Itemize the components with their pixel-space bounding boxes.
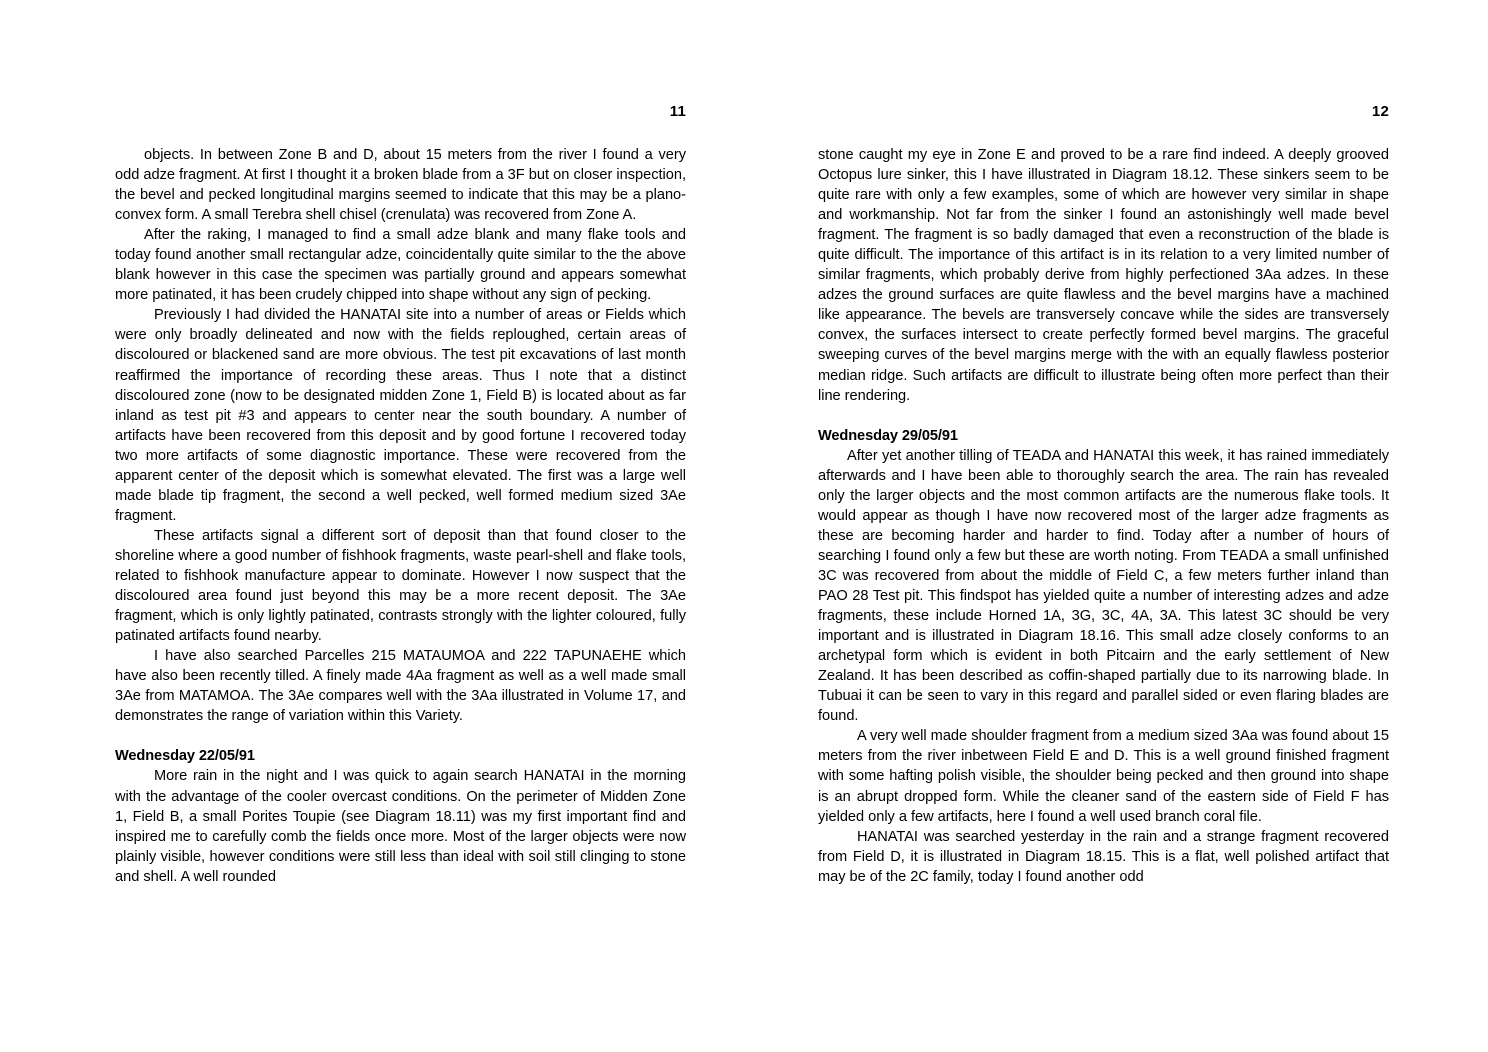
body-paragraph: These artifacts signal a different sort of deposit than that found closer to the shoreline where a good number of fishhook fragments, waste pearl-shell and flake tools, related to fishhook manufacture appear to dominate. However I now suspect that the discoloured area found just beyond this may be a more recent deposit. The 3Ae fragment, which is only lightly patinated, contrasts strongly with the lighter coloured, fully patinated artifacts found nearby. [115, 527, 686, 645]
column-left-body [115, 145, 686, 887]
date-heading: Wednesday 29/05/91 [818, 427, 958, 444]
page-number-right: 12 [1371, 103, 1389, 120]
page-right [744, 0, 1488, 1052]
body-paragraph: More rain in the night and I was quick to again search HANATAI in the morning with the advantage of the cooler overcast conditions. On the perimeter of Midden Zone 1, Field B, a small Porites Toupie (see Diagram 18.11) was my first important find and inspired me to carefully comb the fields once more. Most of the larger objects were now plainly visible, however conditions were still less than ideal with soil still clinging to stone and shell. A well rounded [115, 768, 686, 885]
paragraph-spacer [818, 406, 1389, 426]
body-paragraph: I have also searched Parcelles 215 MATAUMOA and 222 TAPUNAEHE which have also been recently tilled. A finely made 4Aa fragment as well as a well made small 3Ae from MATAMOA. The 3Ae compares well with the 3Aa illustrated in Volume 17, and demonstrates the range of variation within this Variety. [115, 648, 686, 725]
body-paragraph: After yet another tilling of TEADA and HANATAI this week, it has rained immediately afterwards and I have been able to thoroughly search the area. The rain has revealed only the larger objects and the most common artifacts are the numerous flake tools. It would appear as though I have now recovered most of the larger adze fragments as these are becoming harder and harder to find. Today after a number of hours of searching I found only a few but these are worth noting. From TEADA a small unfinished 3C was recovered from about the middle of Field C, a few meters further inland than PAO 28 Test pit. This findspot has yielded quite a number of interesting adzes and adze fragments, these include Horned 1A, 3G, 3C, 4A, 3A. This latest 3C should be very important and is illustrated in Diagram 18.16. This small adze closely conforms to an archetypal form which is evident in both Pitcairn and the early settlement of New Zealand. It has been described as coffin-shaped partially due to its narrowing blade. In Tubuai it can be seen to vary in this regard and parallel sided or even flaring blades are found. [818, 447, 1389, 725]
column-right-body [818, 145, 1389, 887]
body-paragraph: objects. In between Zone B and D, about 15 meters from the river I found a very odd adze fragment. At first I thought it a broken blade from a 3F but on closer inspection, the bevel and pecked longitudinal margins seemed to indicate that this may be a plano-convex form. A small Terebra shell chisel (crenulata) was recovered from Zone A. [115, 147, 686, 224]
page-number-left: 11 [669, 103, 686, 120]
paragraph-spacer [115, 726, 686, 746]
body-paragraph: After the raking, I managed to find a small adze blank and many flake tools and today found another small rectangular adze, coincidentally quite similar to the the above blank however in this case the specimen was partially ground and appears somewhat more patinated, it has been crudely chipped into shape without any sign of pecking. [115, 227, 686, 304]
body-paragraph: HANATAI was searched yesterday in the rain and a strange fragment recovered from Field D, it is illustrated in Diagram 18.15. This is a flat, well polished artifact that may be of the 2C family, today I found another odd [818, 828, 1389, 885]
date-heading: Wednesday 22/05/91 [115, 748, 255, 765]
body-paragraph: Previously I had divided the HANATAI site into a number of areas or Fields which were only broadly delineated and now with the fields reploughed, certain areas of discoloured or blackened sand are more obvious. The test pit excavations of last month reaffirmed the importance of recording these areas. Thus I note that a distinct discoloured zone (now to be designated midden Zone 1, Field B) is located about as far inland as test pit #3 and appears to center near the south boundary. A number of artifacts have been recovered from this deposit and by good fortune I recovered today two more artifacts of some diagnostic importance. These were recovered from the apparent center of the deposit which is somewhat elevated. The first was a large well made blade tip fragment, the second a well pecked, well formed medium sized 3Ae fragment. [115, 307, 686, 524]
body-paragraph: stone caught my eye in Zone E and proved to be a rare find indeed. A deeply grooved Octopus lure sinker, this I have illustrated in Diagram 18.12. These sinkers seem to be quite rare with only a few examples, some of which are however very similar in shape and workmanship. Not far from the sinker I found an astonishingly well made bevel fragment. The fragment is so badly damaged that even a reconstruction of the blade is quite difficult. The importance of this artifact is in its relation to a very limited number of similar fragments, which probably derive from highly perfectioned 3Aa adzes. In these adzes the ground surfaces are quite flawless and the bevel margins have a machined like appearance. The bevels are transversely concave while the sides are transversely convex, the surfaces intersect to create perfectly formed bevel margins. The graceful sweeping curves of the bevel margins merge with the with an equally flawless posterior median ridge. Such artifacts are difficult to illustrate being often more perfect than their line rendering. [818, 147, 1389, 404]
body-paragraph: A very well made shoulder fragment from a medium sized 3Aa was found about 15 meters from the river inbetween Field E and D. This is a well ground finished fragment with some hafting polish visible, the shoulder being pecked and then ground into shape is an abrupt dropped form. While the cleaner sand of the eastern side of Field F has yielded only a few artifacts, here I found a well used branch coral file. [818, 728, 1389, 825]
